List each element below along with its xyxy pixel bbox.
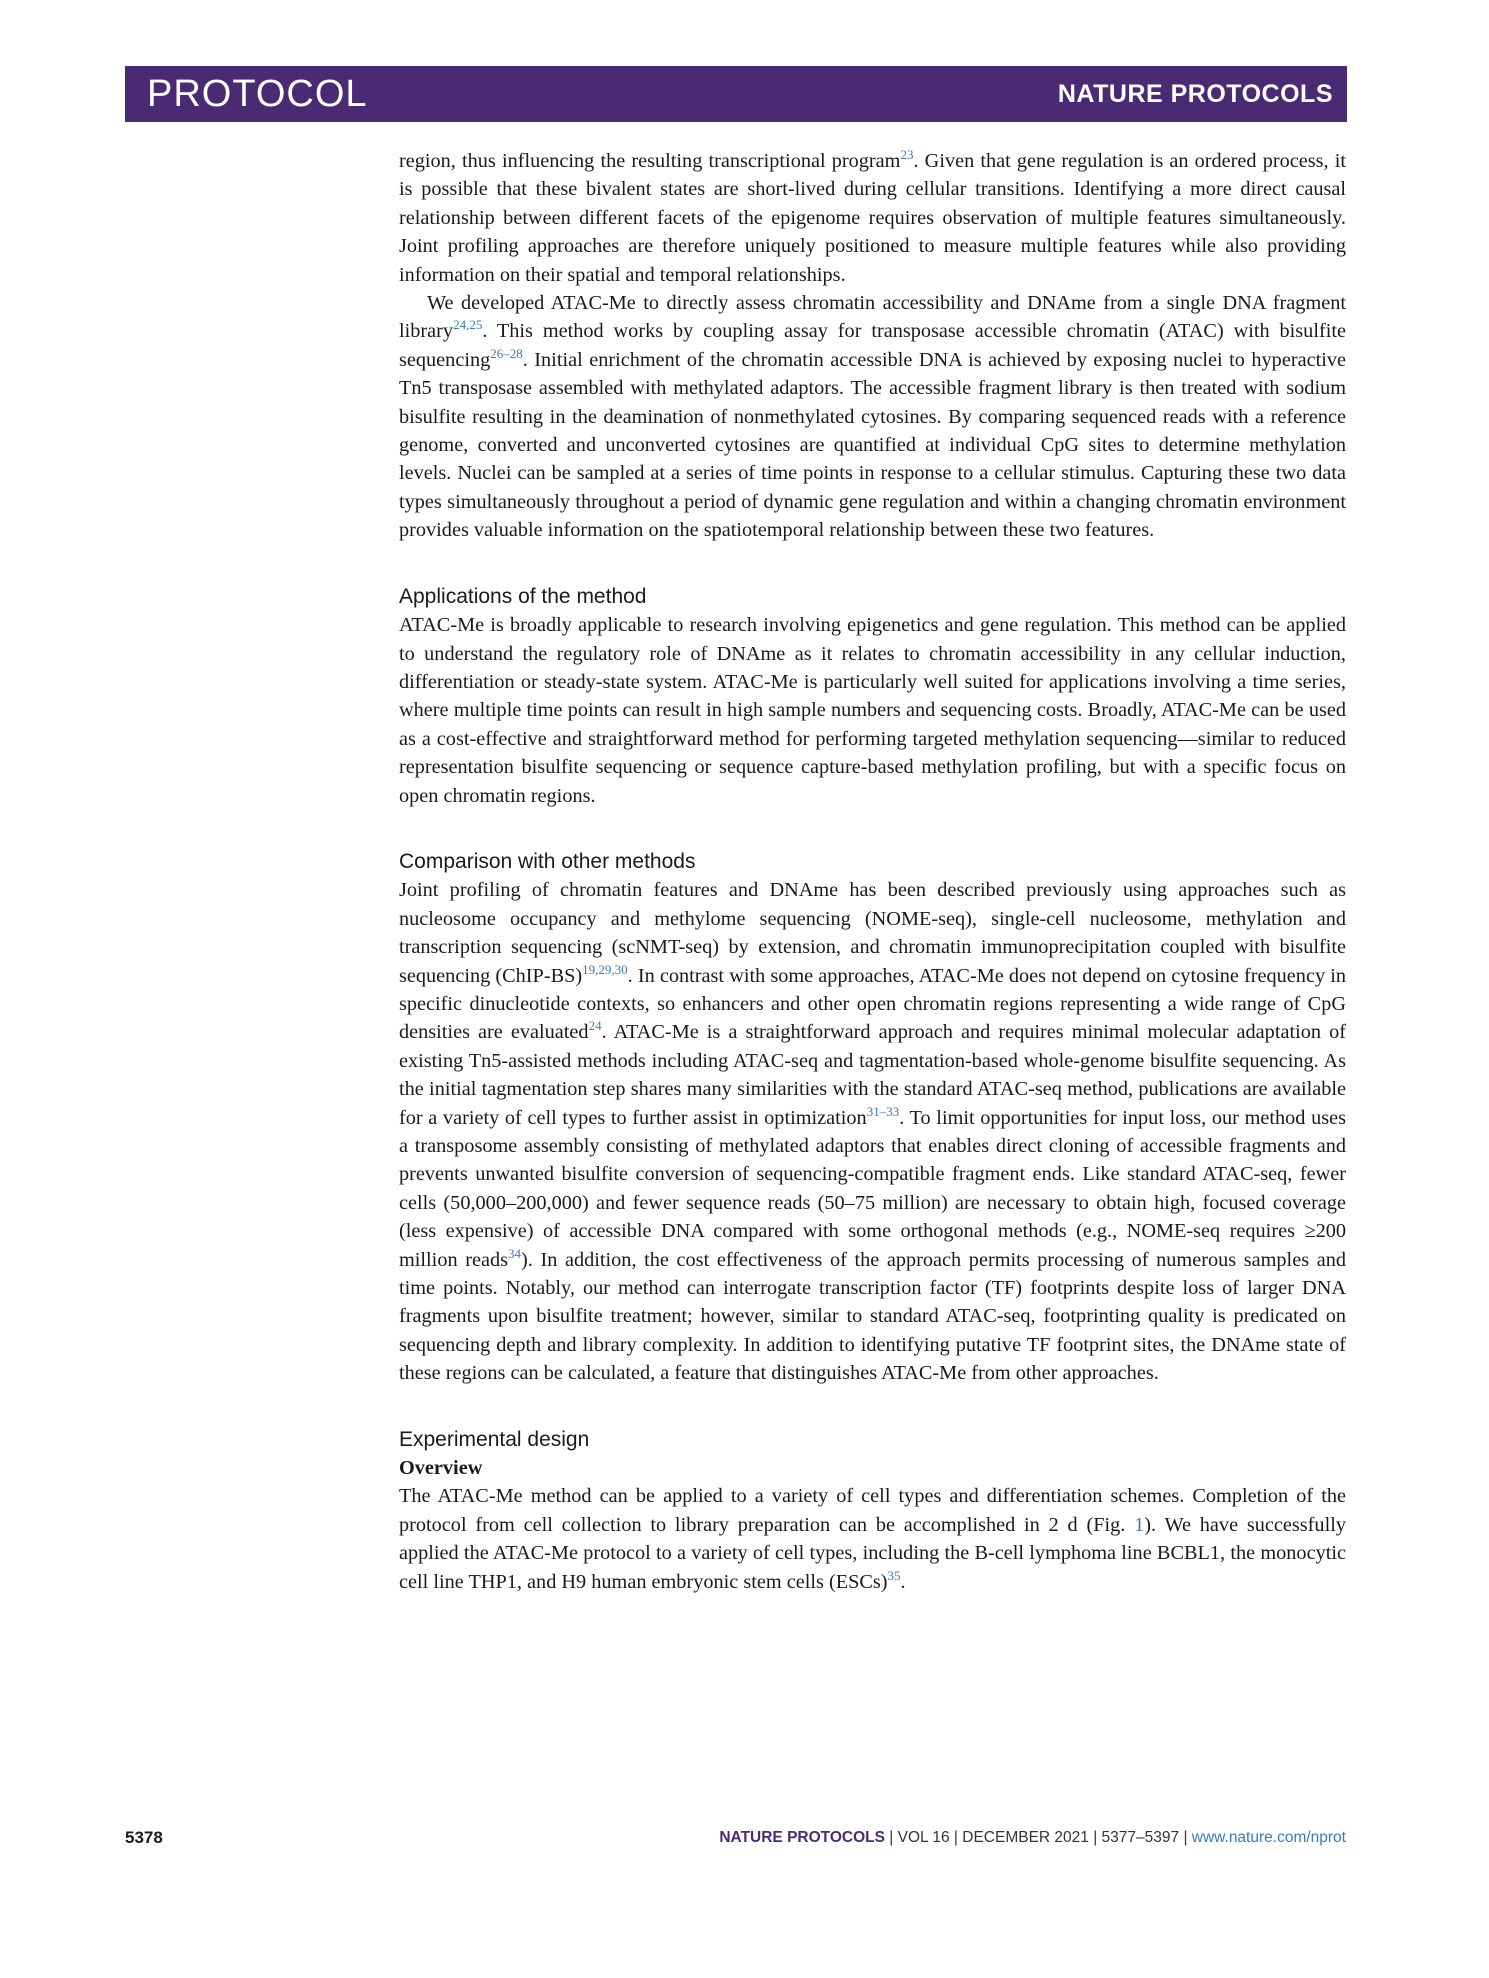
main-text xyxy=(399,147,1346,1596)
paragraph-intro: region, thus influencing the resulting transcriptional program$^{23}$. Given that gene regulation is an ordered process, it is possible that these bivalent states are short-lived during cellular transitions. Identifying a more direct causal relationship between different facets of the epigenome requires observation of multiple features simultaneously. Joint profiling approaches are therefore uniquely positioned to measure multiple features while also providing information on their spatial and temporal relationships. xyxy=(399,147,1346,286)
page-number: 5378 xyxy=(125,1828,163,1847)
citation-link[interactable]: 24,25 xyxy=(453,317,483,333)
footer-volume: VOL 16 xyxy=(897,1829,950,1846)
header-bar xyxy=(125,66,1347,122)
heading-experimental-design: Experimental design xyxy=(399,1427,590,1451)
footer-citation: NATURE PROTOCOLS | VOL 16 | DECEMBER 2021 | 5377–5397 | www.nature.com/nprot xyxy=(719,1829,1346,1846)
citation-link[interactable]: 35 xyxy=(887,1567,901,1583)
subheading-overview: Overview xyxy=(399,1457,483,1480)
citation-link[interactable]: 26–28 xyxy=(490,346,523,362)
footer-pages: 5377–5397 xyxy=(1101,1829,1180,1846)
paragraph-applications: ATAC-Me is broadly applicable to research involving epigenetics and gene regulation. This method can be applied to understand the regulatory role of DNAme as it relates to chromatin accessibility in any cellular induction, differentiation or steady-state system. ATAC-Me is particularly well suited for applications involving a time series, where multiple time points can result in high sample numbers and sequencing costs. Broadly, ATAC-Me can be used as a cost-effective and straightforward method for performing targeted methylation sequencing—similar to reduced representation bisulfite sequencing or sequence capture-based methylation profiling, but with a specific focus on open chromatin regions. xyxy=(399,614,1346,807)
paragraph-comparison: Joint profiling of chromatin features and DNAme has been described previously using approaches such as nucleosome occupancy and methylome sequencing (NOME-seq), single-cell nucleosome, methylation and transcription sequencing (scNMT-seq) by extension, and chromatin immunoprecipitation coupled with bisulfite sequencing (ChIP-BS)$^{19,29,30}$. In contrast with some approaches, ATAC-Me does not depend on cytosine frequency in specific dinucleotide contexts, so enhancers and other open chromatin regions representing a wide range of CpG densities are evaluated$^{24}$. ATAC-Me is a straightforward approach and requires minimal molecular adaptation of existing Tn5-assisted methods including ATAC-seq and tagmentation-based whole-genome bisulfite sequencing. As the initial tagmentation step shares many similarities with the standard ATAC-seq method, publications are available for a variety of cell types to further assist in optimization$^{31-33}$. To limit opportunities for input loss, our method uses a transposome assembly consisting of methylated adaptors that enables direct cloning of accessible fragments and prevents unwanted bisulfite conversion of sequencing-compatible fragment ends. Like standard ATAC-seq, fewer cells (50,000–200,000) and fewer sequence reads (50–75 million) are necessary to obtain high, focused coverage (less expensive) of accessible DNA compared with some orthogonal methods (e.g., NOME-seq requires ≥200 million reads$^{34}$). In addition, the cost effectiveness of the approach permits processing of numerous samples and time points. Notably, our method can interrogate transcription factor (TF) footprints despite loss of larger DNA fragments upon bisulfite treatment; however, similar to standard ATAC-seq, footprinting quality is predicated on sequencing depth and library complexity. In addition to identifying putative TF footprint sites, the DNAme state of these regions can be calculated, a feature that distinguishes ATAC-Me from other approaches. xyxy=(399,879,1347,1385)
journal-label: NATURE PROTOCOLS xyxy=(1057,79,1333,108)
footer-journal: NATURE PROTOCOLS xyxy=(719,1829,885,1846)
heading-applications: Applications of the method xyxy=(399,584,647,608)
paragraph-atac-me: We developed ATAC-Me to directly assess chromatin accessibility and DNAme from a single DNA fragment library$^{24,25}$. This method works by coupling assay for transposase accessible chromatin (ATAC) with bisulfite sequencing$^{26-28}$. Initial enrichment of the chromatin accessible DNA is achieved by exposing nuclei to hyperactive Tn5 transposase assembled with methylated adaptors. The accessible fragment library is then treated with sodium bisulfite resulting in the deamination of nonmethylated cytosines. By comparing sequenced reads with a reference genome, converted and unconverted cytosines are quantified at individual CpG sites to determine methylation levels. Nuclei can be sampled at a series of time points in response to a cellular stimulus. Capturing these two data types simultaneously throughout a period of dynamic gene regulation and within a changing chromatin environment provides valuable information on the spatiotemporal relationship between these two features. xyxy=(399,292,1346,542)
citation-link[interactable]: 34 xyxy=(508,1245,522,1261)
heading-comparison: Comparison with other methods xyxy=(399,849,696,873)
section-label: PROTOCOL xyxy=(147,72,368,115)
citation-link[interactable]: 24 xyxy=(588,1018,602,1034)
footer-url-link[interactable]: www.nature.com/nprot xyxy=(1191,1829,1346,1846)
citation-link[interactable]: 31–33 xyxy=(866,1103,900,1119)
citation-link[interactable]: 23 xyxy=(900,147,914,163)
footer-date: DECEMBER 2021 xyxy=(962,1829,1089,1846)
paragraph-overview: The ATAC-Me method can be applied to a variety of cell types and differentiation schemes. Completion of the protocol from cell collection to library preparation can be accomplished in 2 d (Fig. 1). We have successfully applied the ATAC-Me protocol to a variety of cell types, including the B-cell lymphoma line BCBL1, the monocytic cell line THP1, and H9 human embryonic stem cells (ESCs)$^{35}$. xyxy=(399,1485,1346,1593)
citation-link[interactable]: 19,29,30 xyxy=(582,961,628,977)
figure-link[interactable]: 1 xyxy=(1134,1513,1145,1536)
